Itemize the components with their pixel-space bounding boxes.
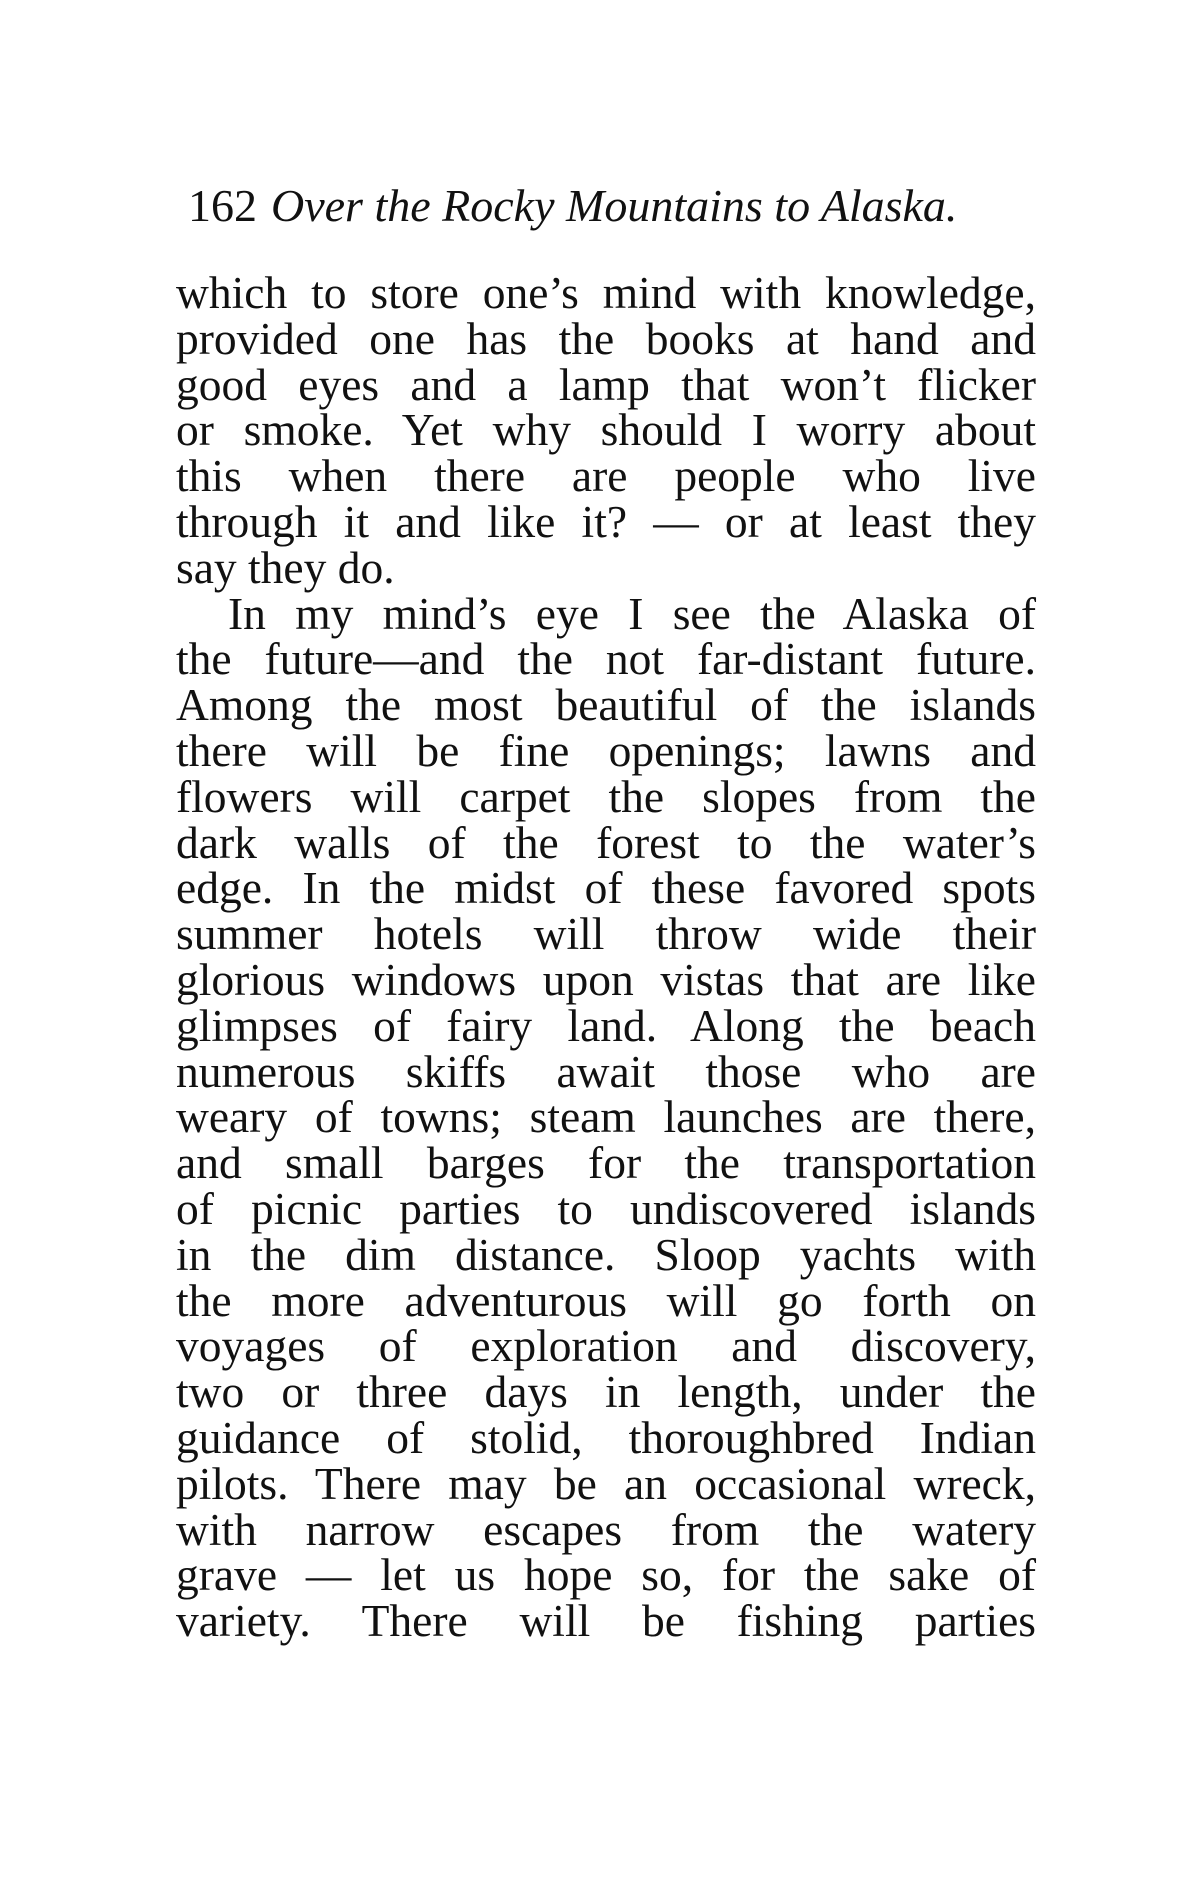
- body-text: [176, 267, 1036, 1647]
- text-line: glimpses of fairy land. Along the beach: [176, 999, 1036, 1051]
- text-line: good eyes and a lamp that won’t flicker: [176, 358, 1036, 410]
- text-line: which to store one’s mind with knowledge,: [176, 267, 1036, 318]
- text-line: say they do.: [176, 541, 395, 593]
- text-line: with narrow escapes from the watery: [176, 1503, 1036, 1555]
- text-line: summer hotels will throw wide their: [176, 908, 1036, 960]
- text-line: or smoke. Yet why should I worry about: [176, 404, 1036, 456]
- text-line: two or three days in length, under the: [176, 1366, 1036, 1418]
- text-line: voyages of exploration and discovery,: [176, 1320, 1036, 1372]
- running-head: [188, 178, 1048, 234]
- text-line: of picnic parties to undiscovered islands: [176, 1182, 1036, 1234]
- text-line: flowers will carpet the slopes from the: [176, 770, 1036, 822]
- text-line: the future—and the not far-distant future.: [176, 633, 1036, 685]
- text-line: edge. In the midst of these favored spots: [176, 862, 1036, 914]
- text-line: and small barges for the transportation: [176, 1137, 1036, 1189]
- text-line: the more adventurous will go forth on: [176, 1274, 1036, 1326]
- text-line: in the dim distance. Sloop yachts with: [176, 1228, 1036, 1280]
- text-line: weary of towns; steam launches are there,: [176, 1091, 1036, 1143]
- text-line: there will be fine openings; lawns and: [176, 724, 1036, 776]
- page-number: 162: [188, 180, 257, 231]
- text-line: numerous skiffs await those who are: [176, 1045, 1036, 1097]
- text-line: through it and like it? — or at least they: [176, 495, 1036, 547]
- text-line: glorious windows upon vistas that are like: [176, 953, 1036, 1005]
- text-line: grave — let us hope so, for the sake of: [176, 1549, 1036, 1601]
- text-line: Among the most beautiful of the islands: [176, 679, 1036, 731]
- text-line: guidance of stolid, thoroughbred Indian: [176, 1411, 1036, 1463]
- text-line: In my mind’s eye I see the Alaska of: [228, 587, 1036, 639]
- running-title: Over the Rocky Mountains to Alaska.: [271, 180, 958, 231]
- text-line: provided one has the books at hand and: [176, 312, 1036, 364]
- text-line: variety. There will be fishing parties: [176, 1595, 1036, 1647]
- text-line: pilots. There may be an occasional wreck,: [176, 1457, 1036, 1509]
- text-line: this when there are people who live: [176, 450, 1036, 502]
- text-line: dark walls of the forest to the water’s: [176, 816, 1036, 868]
